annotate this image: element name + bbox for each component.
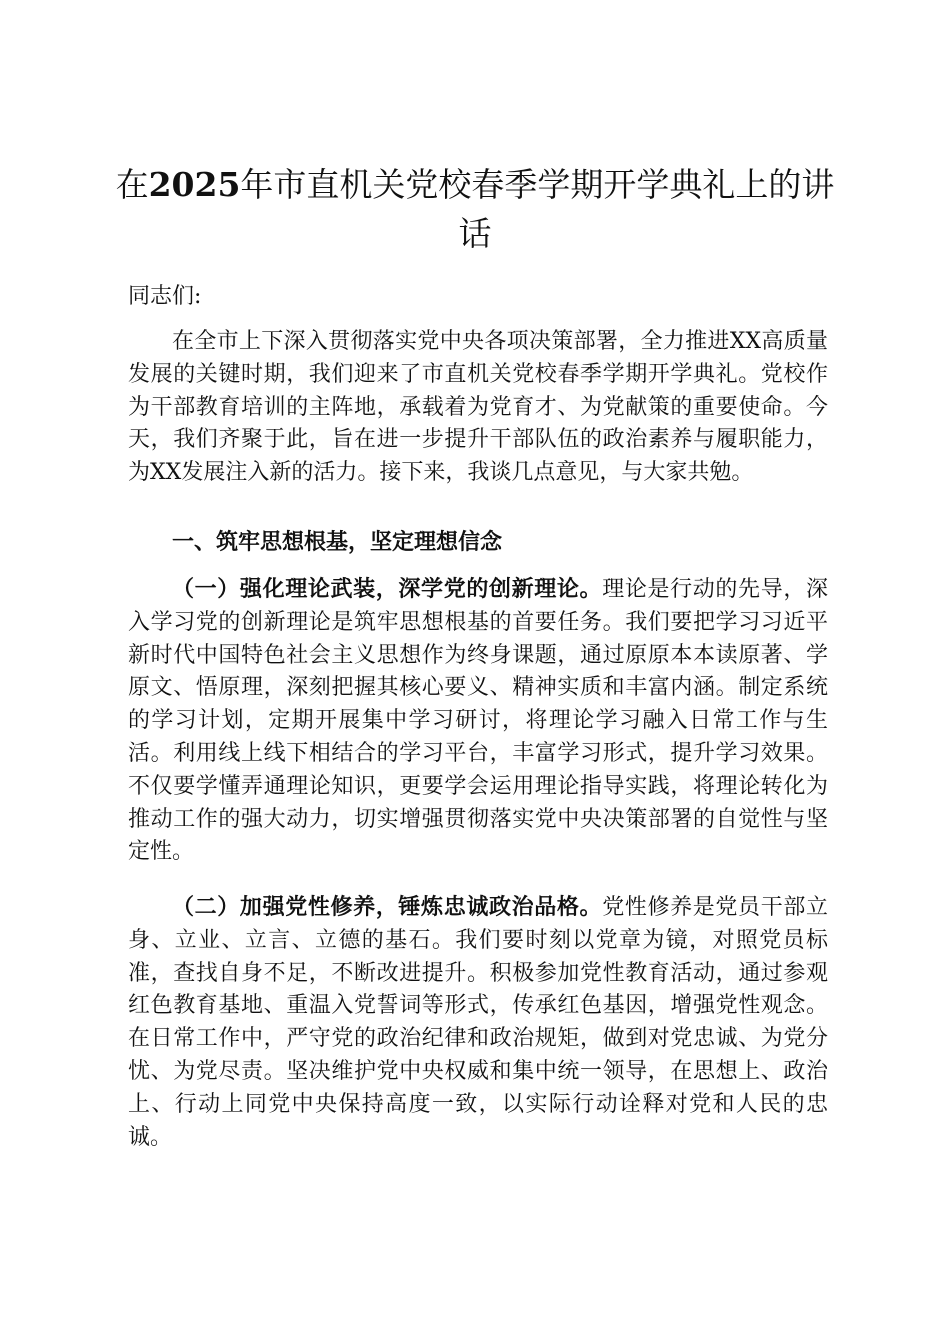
title-suffix: 年市直机关党校春季学期开学典礼上的讲话	[240, 165, 835, 253]
subsection-lead-2: （二）加强党性修养，锤炼忠诚政治品格。	[172, 894, 603, 920]
title-prefix: 在	[115, 165, 149, 204]
subsection-lead-1: （一）强化理论武装，深学党的创新理论。	[172, 576, 603, 602]
section-heading: 一、筑牢思想根基，坚定理想信念	[172, 529, 503, 555]
salutation: 同志们:	[128, 284, 202, 309]
subsection-body-1: 理论是行动的先导，深入学习党的创新理论是筑牢思想根基的首要任务。我们要把学习习近平新时代中国特色社会主义思想作为终身课题，通过原原本本读原著、学原文、悟原理，深刻把握其核心要义、精神实质和丰富内涵。制定系统的学习计划，定期开展集中学习研讨，将理论学习融入日常工作与生活。利用线上线下相结合的学习平台，丰富学习形式，提升学习效果。不仅要学懂弄通理论知识，更要学会运用理论指导实践，将理论转化为推动工作的强大动力，切实增强贯彻落实党中央决策部署的自觉性与坚定性。	[128, 577, 828, 865]
subsection-body-2: 党性修养是党员干部立身、立业、立言、立德的基石。我们要时刻以党章为镜，对照党员标准，查找自身不足，不断改进提升。积极参加党性教育活动，通过参观红色教育基地、重温入党誓词等形式，传承红色基因，增强党性观念。在日常工作中，严守党的政治纪律和政治规矩，做到对党忠诚、为党分忧、为党尽责。坚决维护党中央权威和集中统一领导，在思想上、政治上、行动上同党中央保持高度一致，以实际行动诠释对党和人民的忠诚。	[128, 895, 828, 1150]
document-title	[110, 160, 840, 258]
subsection-paragraph-1	[128, 573, 828, 869]
title-year: 2025	[148, 165, 241, 204]
subsection-paragraph-2	[128, 891, 828, 1154]
intro-paragraph: 在全市上下深入贯彻落实党中央各项决策部署，全力推进XX高质量发展的关键时期，我们迎来了市直机关党校春季学期开学典礼。党校作为干部教育培训的主阵地，承载着为党育才、为党献策的重要使命。今天，我们齐聚于此，旨在进一步提升干部队伍的政治素养与履职能力，为XX发展注入新的活力。接下来，我谈几点意见，与大家共勉。	[128, 329, 828, 486]
